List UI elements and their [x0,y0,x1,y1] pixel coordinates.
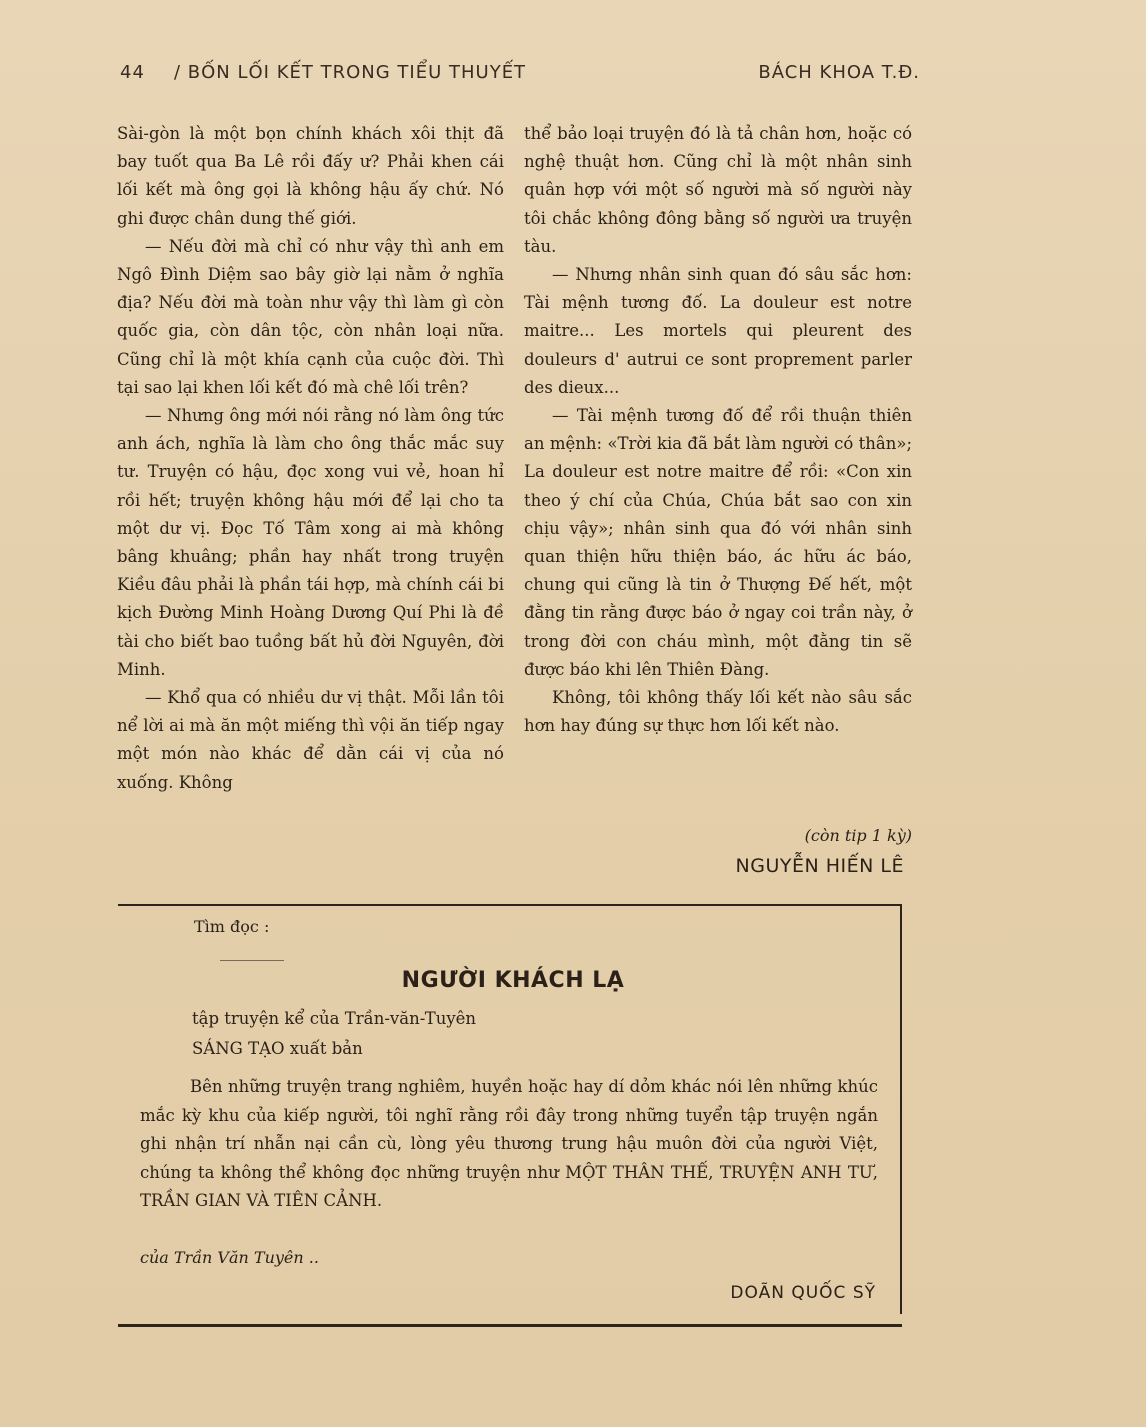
article-right-column [524,120,912,740]
page-number: 44 [120,62,145,83]
ad-divider [220,960,284,961]
ad-find-label: Tìm đọc : [194,917,270,936]
ad-byline: của Trần Văn Tuyên .. [140,1248,319,1267]
paragraph: — Nhưng nhân sinh quan đó sâu sắc hơn: Tài mệnh tương đố. La douleur est notre maitre... Les mortels qui pleurent des douleurs d' autrui ce sont proprement parler des dieux... [524,265,912,397]
ad-review: Bên những truyện trang nghiêm, huyền hoặc hay dí dỏm khác nói lên những khúc mắc kỳ khu của kiếp người, tôi nghĩ rằng rồi đây trong những tuyển tập truyện ngắn ghi nhận trí nhẫn nại cần cù, lòng yêu thương trung hậu muôn đời của người Việt, chúng ta không thể không đọc những truyện như MỘT THÂN THẾ, TRUYỆN ANH TƯ, TRẦN GIAN VÀ TIÊN CẢNH. [140,1077,878,1210]
paragraph: — Tài mệnh tương đố để rồi thuận thiên an mệnh: «Trời kia đã bắt làm người có thân»; La douleur est notre maitre để rồi: «Con xin theo ý chí của Chúa, Chúa bắt sao con xin chịu vậy»; nhân sinh qua đó với nhân sinh quan thiện hữu thiện báo, ác hữu ác báo, chung qui cũng là tin ở Thượng Đế hết, một đằng tin rằng được báo ở ngay coi trần này, ở trong đời con cháu mình, một đằng tin sẽ được báo khi lên Thiên Đàng. [524,406,912,679]
paragraph: — Nhưng ông mới nói rằng nó làm ông tức anh ách, nghĩa là làm cho ông thắc mắc suy tư. Truyện có hậu, đọc xong vui vẻ, hoan hỉ rồi hết; truyện không hậu mới để lại cho ta một dư vị. Đọc Tố Tâm xong ai mà không bâng khuâng; phần hay nhất trong truyện Kiều đâu phải là phần tái hợp, mà chính cái bi kịch Đường Minh Hoàng Dương Quí Phi là đề tài cho biết bao tuồng bất hủ đời Nguyên, đời Minh. [117,406,504,679]
ad-box-bottom-border [118,1324,902,1327]
paragraph: Sài-gòn là một bọn chính khách xôi thịt đã bay tuốt qua Ba Lê rồi đấy ư? Phải khen cái lối kết mà ông gọi là không hậu ấy chứ. Nó ghi được chân dung thế giới. [117,124,504,228]
ad-book-title: NGƯỜI KHÁCH LẠ [401,968,625,993]
ad-publisher: SÁNG TẠO xuất bản [192,1039,363,1058]
ad-box-top-border [118,904,900,906]
magazine-name: BÁCH KHOA T.Đ. [758,62,920,83]
paragraph: thể bảo loại truyện đó là tả chân hơn, hoặc có nghệ thuật hơn. Cũng chỉ là một nhân sinh quân hợp với một số người mà số người này tôi chắc không đông bằng số người ưa truyện tàu. [524,124,912,256]
ad-reviewer: DOÃN QUỐC SỸ [730,1283,876,1303]
article-running-title: / BỐN LỐI KẾT TRONG TIỂU THUYẾT [174,62,527,83]
ad-box-right-border [900,904,902,1314]
article-left-column [117,120,504,797]
paragraph: — Nếu đời mà chỉ có như vậy thì anh em Ngô Đình Diệm sao bây giờ lại nằm ở nghĩa địa? Nếu đời mà toàn như vậy thì làm gì còn quốc gia, còn dân tộc, còn nhân loại nữa. Cũng chỉ là một khía cạnh của cuộc đời. Thì tại sao lại khen lối kết đó mà chê lối trên? [117,236,504,397]
article-author: NGUYỄN HIẾN LÊ [735,855,904,877]
paragraph: Không, tôi không thấy lối kết nào sâu sắc hơn hay đúng sự thực hơn lối kết nào. [524,688,912,736]
page-header [120,62,920,92]
ad-subtitle: tập truyện kể của Trần-văn-Tuyên [192,1009,477,1028]
continued-note: (còn tip 1 kỳ) [804,826,912,845]
paragraph: — Khổ qua có nhiều dư vị thật. Mỗi lần tôi nể lời ai mà ăn một miếng thì vội ăn tiếp ngay một món nào khác để dằn cái vị của nó xuống. Không [117,688,504,792]
